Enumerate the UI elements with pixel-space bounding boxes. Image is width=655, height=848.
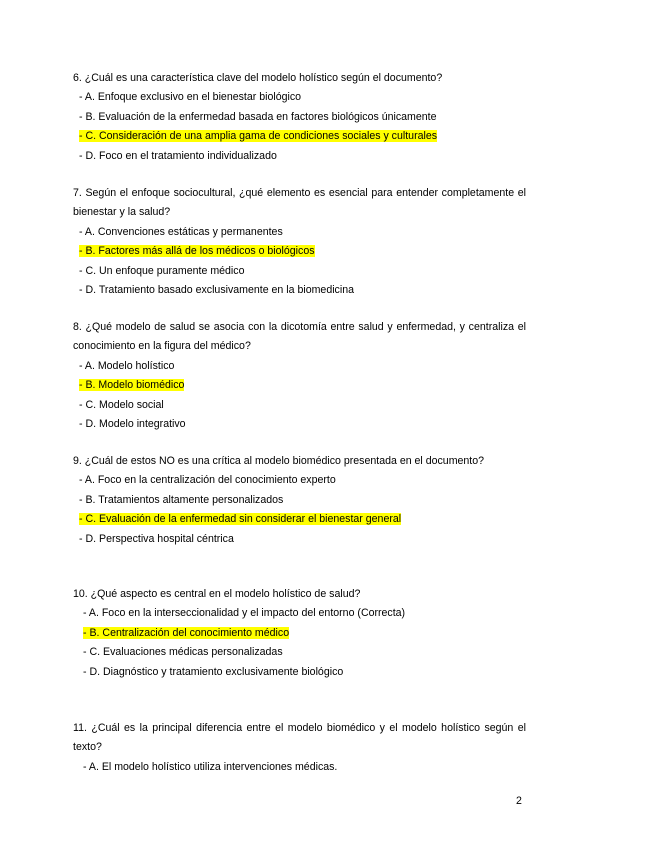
option-c (73, 262, 526, 281)
option-a (73, 223, 526, 242)
option-d (73, 281, 526, 300)
option-text: - C. Un enfoque puramente médico (79, 264, 245, 277)
option-text: - D. Diagnóstico y tratamiento exclusivamente biológico (83, 665, 344, 678)
option-text: - A. Convenciones estáticas y permanentes (79, 225, 283, 238)
option-a (73, 604, 526, 623)
option-d (73, 530, 526, 549)
option-text: - D. Tratamiento basado exclusivamente en la biomedicina (79, 284, 354, 297)
option-b (73, 624, 526, 643)
option-c (73, 127, 526, 146)
option-a (73, 88, 526, 107)
option-text: - A. Enfoque exclusivo en el bienestar biológico (79, 91, 302, 104)
question-text: 7. Según el enfoque sociocultural, ¿qué elemento es esencial para entender completamente el bienestar y la salud? (73, 187, 526, 219)
option-text: - C. Evaluaciones médicas personalizadas (83, 646, 283, 659)
option-b (73, 491, 526, 510)
option-a (73, 357, 526, 376)
page-number: 2 (516, 795, 522, 807)
option-text: - B. Evaluación de la enfermedad basada en factores biológicos únicamente (79, 110, 437, 123)
question-text: 6. ¿Cuál es una característica clave del modelo holístico según el documento? (73, 72, 443, 84)
highlighted-option-text: - B. Factores más allá de los médicos o biológicos (79, 245, 315, 258)
question-8 (73, 318, 526, 434)
question-11 (73, 719, 526, 777)
question-6 (73, 69, 526, 166)
option-b (73, 108, 526, 127)
option-b (73, 376, 526, 395)
option-a (73, 758, 526, 777)
option-text: - D. Foco en el tratamiento individualizado (79, 149, 277, 162)
question-text: 8. ¿Qué modelo de salud se asocia con la dicotomía entre salud y enfermedad, y centraliza el conocimiento en la figura del médico? (73, 321, 526, 353)
option-d (73, 147, 526, 166)
option-d (73, 663, 526, 682)
option-d (73, 415, 526, 434)
highlighted-option-text: - B. Centralización del conocimiento médico (83, 626, 290, 639)
option-text: - D. Modelo integrativo (79, 418, 186, 431)
highlighted-option-text: - C. Consideración de una amplia gama de condiciones sociales y culturales (79, 130, 438, 143)
option-text: - A. Foco en la interseccionalidad y el impacto del entorno (Correcta) (83, 607, 406, 620)
option-c (73, 643, 526, 662)
question-text: 10. ¿Qué aspecto es central en el modelo holístico de salud? (73, 588, 361, 600)
option-c (73, 510, 526, 529)
option-text: - A. Foco en la centralización del conocimiento experto (79, 474, 336, 487)
question-9 (73, 452, 526, 549)
highlighted-option-text: - C. Evaluación de la enfermedad sin considerar el bienestar general (79, 513, 402, 526)
question-10 (73, 585, 526, 682)
question-text: 11. ¿Cuál es la principal diferencia entre el modelo biomédico y el modelo holístico según el texto? (73, 722, 526, 754)
highlighted-option-text: - B. Modelo biomédico (79, 379, 185, 392)
option-text: - B. Tratamientos altamente personalizados (79, 493, 284, 506)
option-text: - A. El modelo holístico utiliza intervenciones médicas. (83, 760, 338, 773)
option-text: - C. Modelo social (79, 398, 164, 411)
option-text: - D. Perspectiva hospital céntrica (79, 532, 234, 545)
question-7 (73, 184, 526, 300)
option-c (73, 396, 526, 415)
option-a (73, 471, 526, 490)
option-b (73, 242, 526, 261)
question-text: 9. ¿Cuál de estos NO es una crítica al modelo biomédico presentada en el documento? (73, 455, 485, 467)
option-text: - A. Modelo holístico (79, 359, 175, 372)
